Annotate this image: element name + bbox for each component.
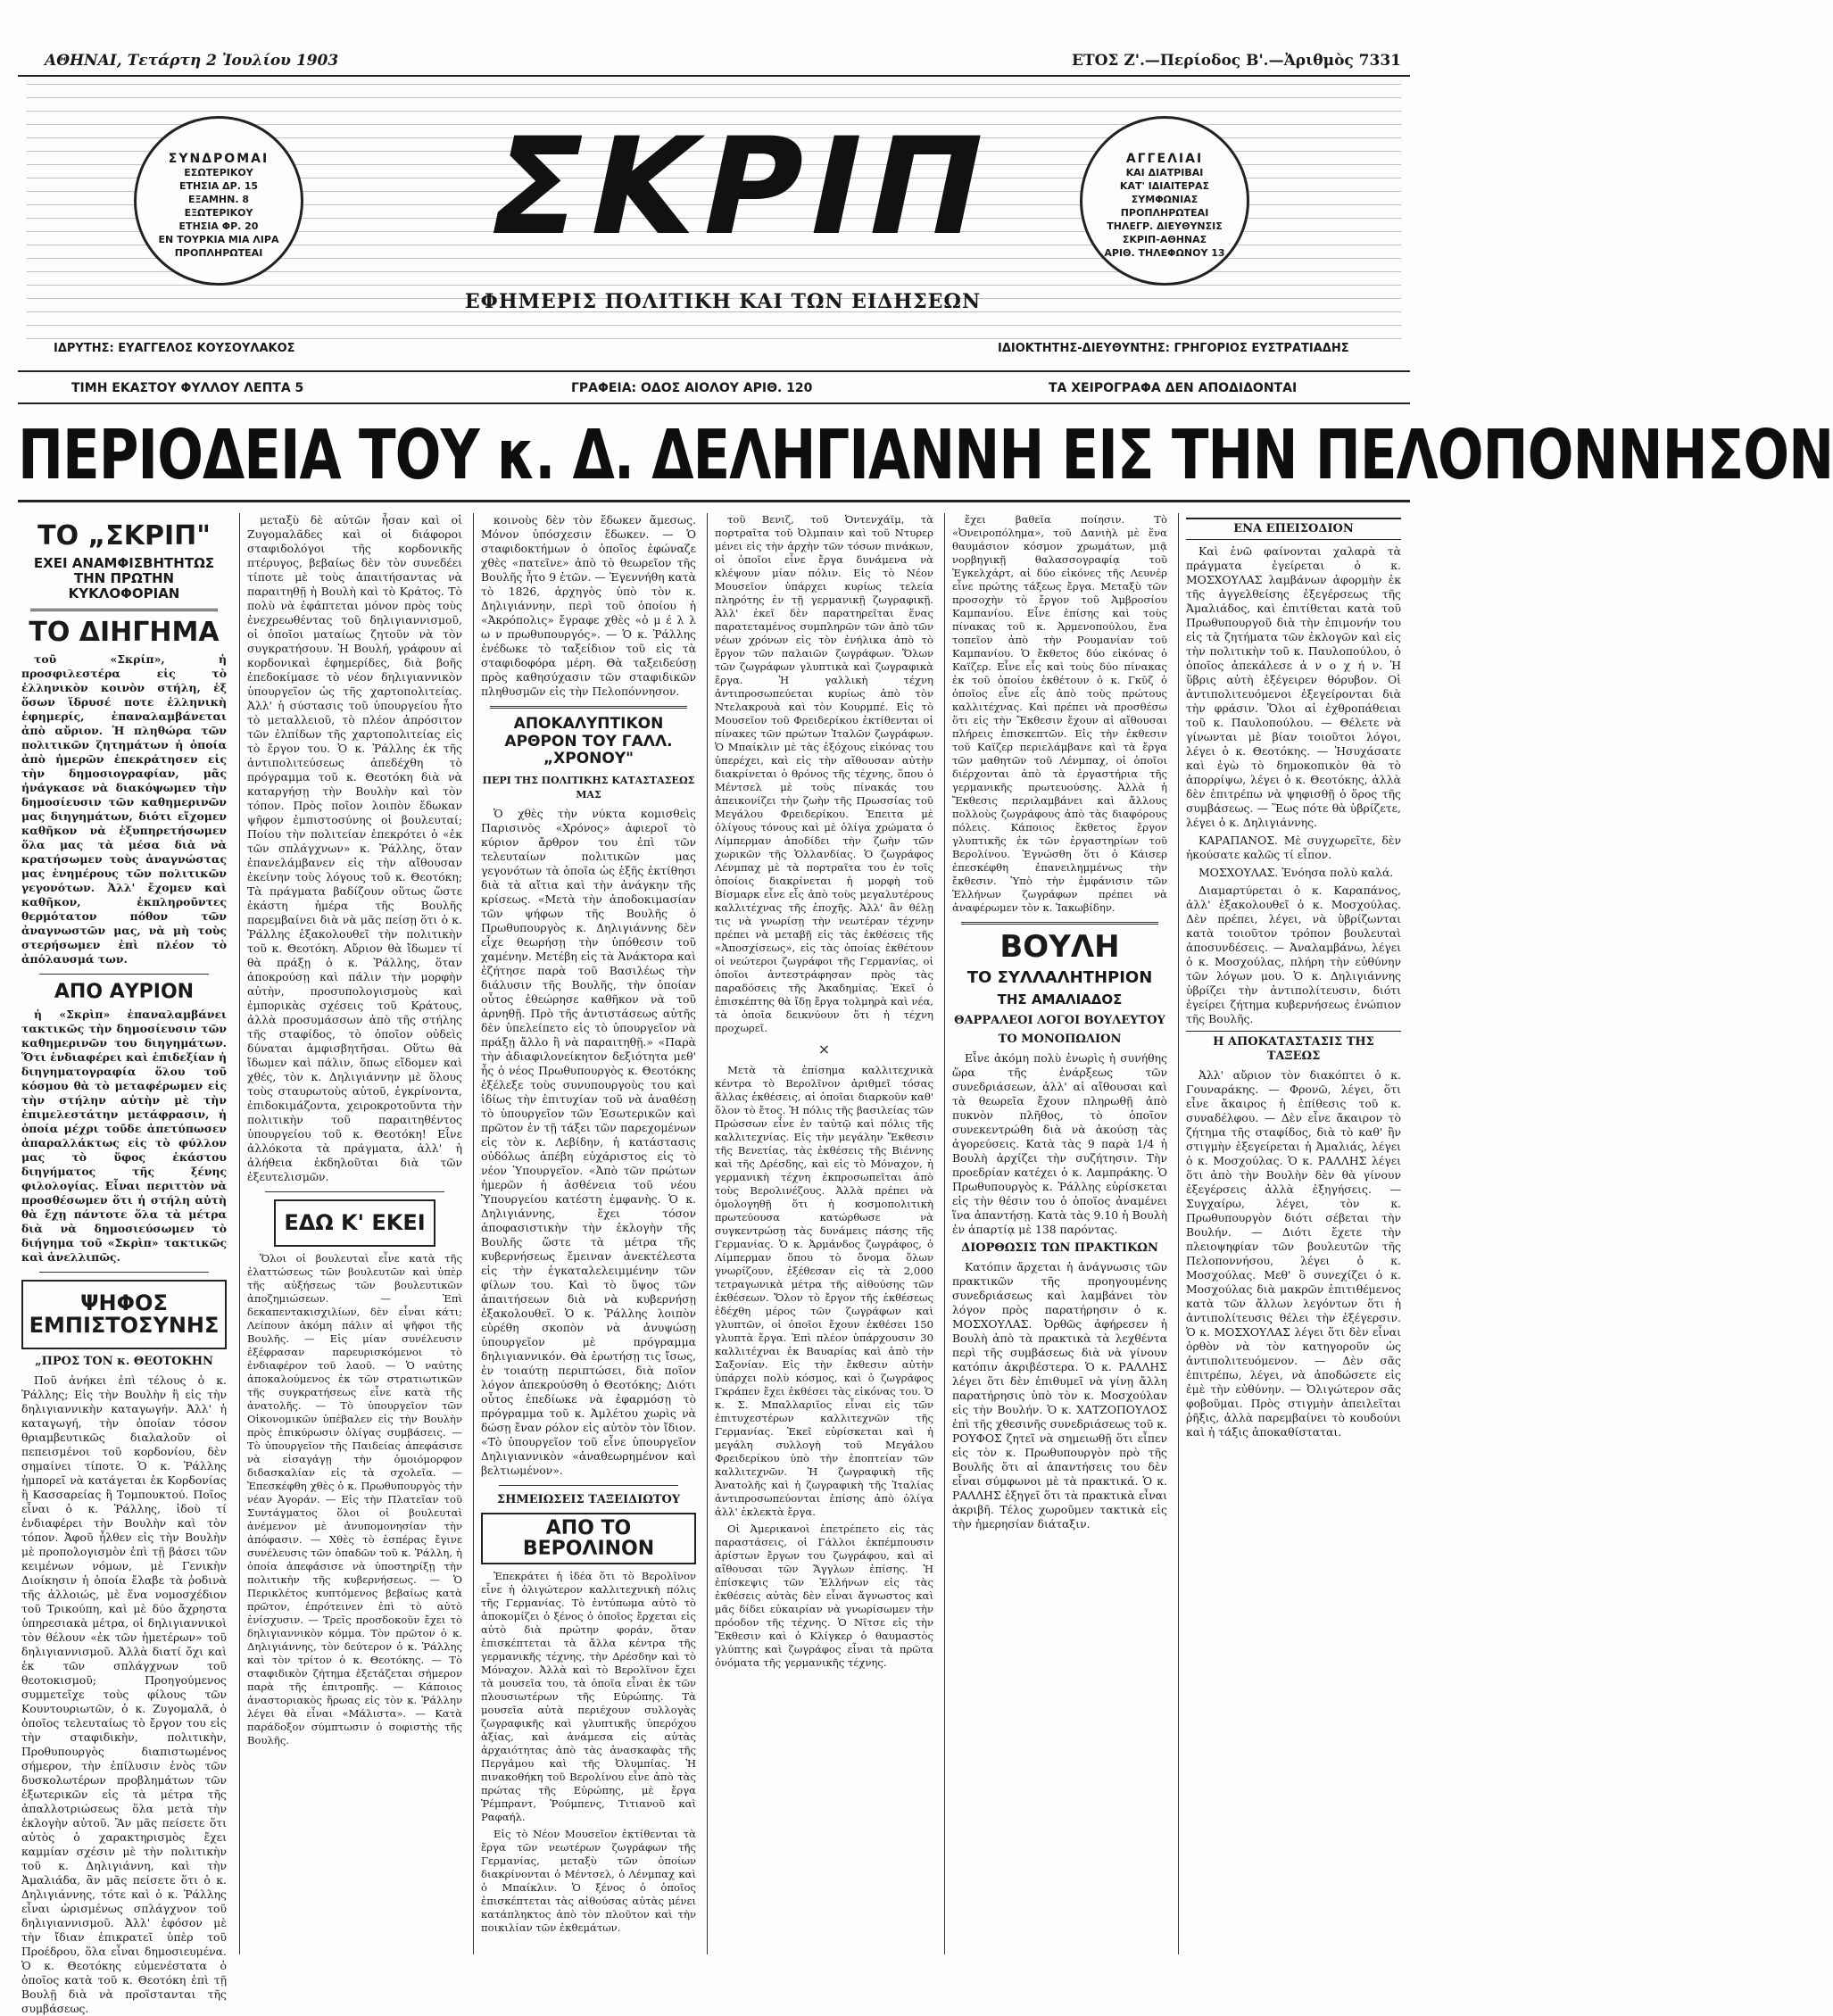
tomorrow-text: ἡ «Σκρὶπ» ἐπαναλαμβάνει τακτικῶς τὴν δημοσίευσιν τῶν καθημερινῶν του διηγημάτων. Ὅτι ἐνδιαφέρει καὶ ἐπιδεξίαν ἡ διηγηματογραφία ὅλου τοῦ κόσμου θὰ τὸ μεταφέρωμεν εἰς τὴν στήλην αὐτὴν μὲ τὴν ἐπιμελεστάτην μετάφρασιν, ἡ ὁποία μέχρι τοῦδε ἀπετύπωσεν ἀπαραλλάκτως εἰς τὸ φύλλον μας τὸ ὕφος ἑκάστου διηγήματος τῆς ξένης φιλολογίας. Εἶναι περιττὸν νὰ προσθέσωμεν ὅτι ἡ στήλη αὐτὴ θὰ ἔχῃ πάντοτε ὅλα τὰ μέτρα διὰ νὰ δημοσιεύσωμεν τὸ διήγημα τοῦ «Σκρὶπ» τακτικῶς καὶ ἀνελλιπῶς. <box>21 1007 227 1264</box>
main-headline: ΠΕΡΙΟΔΕΙΑ ΤΟΥ κ. Δ. ΔΕΛΗΓΙΑΝΝΗ ΕΙΣ ΤΗΝ ΠΕΛΟΠΟΝΝΗΣΟΝ <box>18 416 1833 495</box>
seal-line: ΚΑΤ' ΙΔΙΑΙΤΕΡΑΣ <box>1119 180 1210 192</box>
seal-line: ΕΣΩΤΕΡΙΚΟΥ <box>184 167 253 178</box>
tomorrow-title: ΑΠΟ ΑΥΡΙΟΝ <box>54 980 195 1003</box>
divider <box>499 1485 678 1486</box>
article-text: ἔχει βαθεῖα ποίησιν. Τὸ «Ὀνειροπόλημα», τοῦ Δανιὴλ μὲ ἕνα θαυμάσιον κόσμον χρωμάτων, μιᾷ νορβηγικῇ θαλασσογραφίᾳ τοῦ Ἐγκελχάρτ, αἱ δύο εἰκόνες τῆς Λευνέρ εἶνε πρώτης τάξεως ἔργα. Μεταξὺ τῶν προσοχὴν τὸ ἔργον τοῦ Ἀμβροσίου Καμπανίου. Εἶνε ἐπίσης καὶ τοὺς πίνακας τοῦ κ. Ἀρμενοπούλου, ἔνα τοπεῖον ἀπὸ τὴν Ρουμανίαν τοῦ Καμπανίου. Ὁ ἔκθετος δύο εἰκόνας ὁ Καϊζερ. Εἶνε εἷς καὶ τοὺς δύο πίνακας ἐκ τοῦ ὁποίου ἐκθέτουν ὁ κ. Γκῦζ ὁ ὁποῖος εἶνε εἷς ἀπὸ τοὺς πρώτους καλλιτέχνας. Καὶ πρέπει νὰ προσθέσω ὅτι εἰς τὴν Ἔκθεσιν ἔχουν αἱ αἴθουσαι πλήρεις ἐπισκεπτῶν. Εἰς τὴν ἐκθεσιν τοῦ Καϊζερ περιελάμβανε καὶ τὰ ἔργα τῶν μαθητῶν τοῦ Λένμπαχ, οἱ ὁποῖοι διέρχονται ἀπὸ τὰ ἐργαστήρια τῆς γερμανικῆς πρωτευούσης. Ἀλλὰ ἡ Ἔκθεσις περιλαμβάνει καὶ ἄλλους πολλοὺς ζωγράφους ἀπὸ τὰς διαφόρους πόλεις. Κάποιος ἔκθετος ἔργον γλυπτικῆς ἐκ τῶν ἐργαστηρίων τοῦ Βερολίνου. Ἐγνώσθη ὅτι ὁ Κάισερ ἐπεσκέφθη ἐπανειλημμένως τὴν ἔκθεσιν. Ὑπὸ τὴν ἐμφάνισιν τῶν Ἑλλήνων ζωγράφων πρέπει νὰ ἀναφέρωμεν τὸν κ. Ἰακωβίδην. <box>952 513 1167 914</box>
masthead-top-line <box>0 52 1428 73</box>
section-mark: × <box>817 1041 831 1058</box>
masthead-rule <box>18 75 1410 77</box>
seal-line: ΕΞΑΜΗΝ. 8 <box>188 194 249 205</box>
founder-credit: ΙΔΡΥΤΗΣ: ΕΥΑΓΓΕΛΟΣ ΚΟΥΣΟΥΛΑΚΟΣ <box>54 342 295 355</box>
episode-title: ΕΝΑ ΕΠΕΙΣΟΔΙΟΝ <box>1186 518 1401 540</box>
column-1 <box>21 513 234 2016</box>
story-text: τοῦ «Σκρίπ», ἡ προσφιλεστέρα εἰς τὸ ἑλληνικὸν κοινὸν στήλη, ἐξ ὅσων ἵδρυσέ ποτε ἑλληνικὴ ἐφημερίς, ἐπαναλαμβάνεται ἀπὸ αὔριον. Ἡ πληθώρα τῶν πολιτικῶν ζητημάτων ἡ ὁποία ἀπὸ ἡμερῶν ἐπεκράτησεν εἰς τὴν δημοσιογραφίαν, μᾶς ἠνάγκασε νὰ διακόψωμεν τὴν δημοσίευσιν τῶν καθημερινῶν μας διηγημάτων, διότι εἴχομεν καθῆκον νὰ ἐξυπηρετήσωμεν ὅλα μας τὰ μέσα διὰ νὰ κρατήσωμεν τοὺς ἀναγνώστας μας ἐνημέρους τῶν πολιτικῶν γεγονότων. Ἀλλ' ἔχομεν καὶ καθῆκον, ἐκπληροῦντες θερμότατον πόθον τῶν ἀναγνωστῶν μας, νὰ μὴ τοὺς στερήσωμεν ἐπὶ πλέον τὸ ἀπόλαυσμά των. <box>21 651 227 966</box>
boule-title: ΒΟΥΛΗ <box>999 929 1120 965</box>
karapanos-quote: ΚΑΡΑΠΑΝΟΣ. Μὲ συγχωρεῖτε, δὲν ἠκούσατε καλῶς τί εἶπον. <box>1186 834 1401 861</box>
reveal-subtitle: ΠΕΡΙ ΤΗΣ ΠΟΛΙΤΙΚΗΣ ΚΑΤΑΣΤΑΣΕΩΣ ΜΑΣ <box>482 774 695 801</box>
advertisements-seal <box>1080 116 1249 286</box>
article-text: Μετὰ τὰ ἐπίσημα καλλιτεχνικὰ κέντρα τὸ Βερολῖνον ἀριθμεῖ τόσας ἄλλας ἐκθέσεις, αἱ ὁποῖαι διαρκοῦν καθ' ὅλον τὸ ἔτος. Ἡ πόλις τῆς βασιλείας τῶν Πρώσσων εἶνε ἐν ταὐτῷ καὶ πόλις τῆς καλλιτεχνίας. Εἰς τὴν μεγάλην Ἔκθεσιν τῆς Βενετίας, τὰς ἐκθέσεις τῆς Βιέννης καὶ τῆς Δρέσδης, καὶ εἰς τὸ Μόναχον, ἡ γερμανικὴ τέχνη ἐκπροσωπεῖται ἀπὸ τοὺς Βερολινέζους. Ἀλλὰ πρέπει νὰ ὁμολογηθῇ ὅτι ἡ κοσμοπολιτικὴ πρωτεύουσα κατώρθωσε νὰ συγκεντρώσῃ τὰς δυνάμεις πάσης τῆς Γερμανίας. Ὁ κ. Ἀρμάνδος ζωγράφος, ὁ Λίμπερμαν ὅπου τὸ ὄνομα ὅλων γνωρίζουν, ἐξέθεσαν εἰς τὰ 2,000 τετραγωνικὰ μέτρα τῆς αἰθούσης τῶν ἐκθέσεων. Ὅλον τὸ ἔργον τῆς ἐκθέσεως ἐδέχθη μέρος τῶν ζωγράφων καὶ γλυπτῶν, οἱ ὁποῖοι ἔχουν ἐκθέσει 150 γλυπτὰ ἔργα. Ἐπὶ πλέον ὑπάρχουσιν 30 καλλιτέχναι ἐκ Βαυαρίας καὶ ἀπὸ τὴν Σαξονίαν. Εἰς τὴν ἔκθεσιν αὐτὴν ὑπάρχει πολὺ κόσμος, καὶ ὁ ζωγράφος Γκράπεν ἔχει ἐκθέσει τὰς εἰκόνας του. Ὁ κ. Σ. Μπαλλαριῖος εἶναι εἰς τῶν ἐπιτυχεστέρων καλλιτεχνῶν τῆς Γερμανίας. Ἐκεῖ εὑρίσκεται καὶ ἡ μεγάλη συλλογὴ τοῦ Μεγάλου Φρειδερίκου ὑπὸ τὴν ἐποπτείαν τῶν καλλιτεχνῶν. Ἡ ζωγραφικὴ τῆς Ἀνατολῆς καὶ ἡ ζωγραφικὴ τῆς Ἰταλίας ἀντιπροσωπεύονται ἐπίσης ἀπὸ ὀλίγα ἀλλ' ἐκλεκτὰ ἔργα. <box>715 1064 933 1518</box>
here-there-title: ΕΔΩ Κ' ΕΚΕΙ <box>284 1210 426 1235</box>
seal-line: ΣΥΜΦΩΝΙΑΣ <box>1131 194 1198 205</box>
seal-line: ΠΡΟΠΛΗΡΩΤΕΑΙ <box>1120 207 1209 219</box>
article-text: τοῦ Βενιζ, τοῦ Ὀντενχάϊμ, τὰ πορτραῖτα τοῦ Ὀλμπαιν καὶ τοῦ Ντυρερ μένει εἰς τὴν ἀρχὴν τῶν τόσων πινάκων, οἱ ὁποῖοι εἶνε ἔργα δυνάμενα νὰ κλέψουν μίαν πόλιν. Εἰς τὸ Νέον Μουσεῖον ὑπάρχει κυρίως τελεία πληρότης ἐν τῇ γερμανικῇ ζωγραφικῇ. Ἀλλ' ἐκεῖ δὲν παρατηρεῖται ἕνας παρατεταμένος συμπληρῶν τῶν ἀπὸ τῶν νέων χρόνων εἰς τὸν ἐνήλικα ἀπὸ τὸ ἔργον τῶν παλαιῶν ζωγράφων. Ὅλων τῶν ζωγράφων γλυπτικὰ καὶ ζωγραφικὰ ἔργα. Ἡ γαλλικὴ τέχνη ἀντιπροσωπεύεται κυρίως ἀπὸ τὸν Ντελακρουὰ καὶ τὸν Κουρμπέ. Εἰς τὸ Μουσεῖον τοῦ Φρειδερίκου ἐκτίθενται οἱ πίνακες τῶν πρώτων Ἰταλῶν ζωγράφων. Ὁ Μπαίκλιν μὲ τὰς ἐξόχους εἰκόνας του ὑπερέχει, καὶ εἰς τὴν αἴθουσαν αὐτὴν διακρίνεται ὁ θρόνος τῆς τέχνης, ὅπου ὁ Μέντσελ μὲ τοὺς πίνακάς του ἀπεικονίζει τὴν ζωὴν τῆς Πρωσσίας τοῦ Μεγάλου Φρειδερίκου. Ἐπειτα μὲ ὀλίγους τόνους καὶ μὲ ὀλίγα χρώματα ὁ Λίμπερμαν ἀποδίδει τὴν ζωὴν τῶν χωρικῶν τῆς Ὁλλανδίας. Ὁ ζωγράφος Λένμπαχ μὲ τὰ πορτραῖτα του ἐν τοῖς ὁποίοις διακρίνεται ἡ μορφὴ τοῦ Βίσμαρκ εἶνε εἷς ἀπὸ τοὺς μεγαλυτέρους καλλιτέχνας τῆς ἐποχῆς. Ἀλλ' ἂν θέλῃ τις νὰ γνωρίσῃ τὴν νεωτέραν τέχνην πρέπει νὰ μεταβῇ εἰς τὰς ἐκθέσεις τῆς «Ἀποσχίσεως», εἰς τὰς ὁποίας ἐκθέτουν οἱ νεώτεροι ζωγράφοι τῆς Γερμανίας, οἱ ὁποῖοι ἀντεστράφησαν πρὸς τὰς παραδόσεις τῆς Ἀκαδημίας. Ἐκεῖ ὁ ἐπισκέπτης θὰ ἴδῃ ἔργα τολμηρὰ καὶ νέα, τὰ ὁποῖα δεικνύουν ὅτι ἡ τέχνη προχωρεῖ. <box>715 513 933 1034</box>
episode-text: Διαμαρτύρεται ὁ κ. Καραπάνος, ἀλλ' ἐξακολουθεῖ ὁ κ. Μοσχούλας. Δὲν πρέπει, λέγει, νὰ ὑβρίζωνται κατὰ τοιοῦτον τρόπον βουλευταὶ ἀποσυνδέσεις. — Ἀναλαμβάνω, λέγει ὁ κ. Μοσχούλας, πλήρη τὴν εὐθύνην τῶν λόγων μου. Ὁ κ. Δηλιγιάννης ὑβρίζει τὴν ἀντιπολίτευσιν, διότι ἐγείρει ζήτημα κυβερνήσεως ἐνώπιον τῆς Βουλῆς. <box>1186 884 1401 1025</box>
divider <box>39 1272 209 1273</box>
promo-title: ΤΟ „ΣΚΡΙΠ" <box>37 520 211 552</box>
boule-text: Εἶνε ἀκόμη πολὺ ἐνωρὶς ἡ συνήθης ὥρα τῆς ἐνάρξεως τῶν συνεδριάσεων, ἀλλ' αἱ αἴθουσαι καὶ τὰ θεωρεῖα ἔχουν πληρωθῇ ἀπὸ πυκνὸν πλῆθος, τὸ ὁποῖον συνεκεντρώθη διὰ νὰ ἀκούσῃ τὰς ἀγορεύσεις. Κατὰ τὰς 9 παρὰ 1/4 ἡ Βουλὴ ἀρχίζει τὴν συζήτησιν. Τὴν προεδρίαν κατέχει ὁ κ. Λαμπράκης. Ὁ Πρωθυπουργὸς κ. Ῥάλλης εὑρίσκεται εἰς τὴν θέσιν του ὁ ὁποῖος ἀναμένει ἵνα ἀπαντήσῃ. Κατὰ τὰς 9.10 ἡ Βουλὴ ἐν ἀπαρτίᾳ μὲ 138 παρόντας. <box>952 1050 1167 1236</box>
seal-line: ΕΝ ΤΟΥΡΚΙΑ ΜΙΑ ΛΙΡΑ <box>158 234 279 245</box>
reveal-text: Ὁ χθὲς τὴν νύκτα κομισθεὶς Παρισινὸς «Χρόνος» ἀφιεροῖ τὸ κύριον ἄρθρον του ἐπὶ τῶν τελευταίων πολιτικῶν μας γεγονότων τὰ ὁποῖα ὡς ἑξῆς ἐκτίθησι διὰ τὰ αἴτια καὶ τὴν ἀνάγκην τῆς κρίσεως. «Μετὰ τὴν ἀποδοκιμασίαν τῶν ψήφων τῆς Βουλῆς ὁ Πρωθυπουργὸς κ. Δηλιγιάννης δὲν εἶχε θεωρήσῃ τὴν ὑπόθεσιν τοῦ χαμένην. Μετέβη εἰς τὰ Ἀνάκτορα καὶ ἐζήτησε παρὰ τοῦ Βασιλέως τὴν διάλυσιν τῆς Βουλῆς, τὴν ὁποίαν οὗτος ἐθεώρησε καθῆκον νὰ τοῦ ἀρνηθῇ. Πρὸ τῆς ἀντιστάσεως αὐτῆς δὲν ὑπελείπετο εἰς τὸ ὑπουργεῖον νὰ πράξῃ ἄλλο ἢ νὰ παραιτηθῇ.» «Παρὰ τὴν ἀδιαφιλονείκητον δεξιότητα μεθ' ἧς ὁ νέος Πρωθυπουργὸς κ. Θεοτόκης ἐξέλεξε τοὺς συνυπουργοὺς του καὶ ἰδίως τὴν ἐπιτυχίαν τοῦ νὰ ἀναθέσῃ τὸ ὑπουργεῖον τῶν Ἐσωτερικῶν καὶ πρῶτον ἐν τῇ τάξει τῶν παρεχομένων εἰς τὸν κ. Λεβίδην, ἡ κατάστασις οὐδόλως ἀπέβη εὐχάριστος εἰς τὸ νέον Ὑπουργεῖον. «Ἀπὸ τῶν πρώτων ἡμερῶν ἡ ἀσθένεια τοῦ νέου Ὑπουργείου κατέστη ἐμφανὴς. Ὁ κ. Δηλιγιάννης, ἔχει τόσον ἀποφασιστικὴν τὴν ἐκλογὴν τῆς Βουλῆς ὥστε τὰ μέτρα τῆς κυβερνήσεως ἔμειναν ἀνεκτέλεστα εἰς τὴν ἐγκαταλελειμμένην τῶν φίλων του. Καὶ τὸ ὕψος τῶν ἀπαιτήσεων διὰ νὰ κυβερνήσῃ ἐξακολουθεῖ. Ὁ κ. Ῥάλλης λοιπὸν εὑρέθη σκοπὸν νὰ ἀνυψώσῃ ὑπουργεῖον μὲ πρόγραμμα δηλιγιαννικόν. Θὰ ἐρωτήσῃ τις ἴσως, ἐν τοιαύτῃ περιπτώσει, διὰ ποῖον λόγον ἀπεκρούσθη ὁ Θεοτόκης; Διότι οὗτος ἐπεδίωκε νὰ ἐφαρμόσῃ τὸ πρόγραμμα τοῦ κ. Ἀμλέτου χωρὶς νὰ δώσῃ ἔναν ρόλον εἰς αὐτὸν τὸν ἴδιον. «Τὸ ὑπουργεῖον τοῦ εἶνε ὑπουργεῖον Δηλιγιαννικὸν «ἀναθεωρημένον καὶ βελτιωμένον». <box>481 806 696 1477</box>
promo-text: ΕΧΕΙ ΑΝΑΜΦΙΣΒΗΤΗΤΩΣ ΤΗΝ ΠΡΩΤΗΝ ΚΥΚΛΟΦΟΡΙΑΝ <box>33 554 215 601</box>
newspaper-logo: ΣΚΡΙΠ <box>474 110 1008 265</box>
divider <box>39 974 209 975</box>
divider <box>961 922 1158 925</box>
article-text: Οἱ Ἀμερικανοὶ ἐπετρέπετο εἰς τὰς παραστάσεις, οἱ Γάλλοι ἐκπέμπουσιν ἀρίστων ἔργων του ζωγράφου, καὶ αἱ αἴθουσαι τῶν Ἄγγλων ἐπίσης. Ἡ ἐπίσκεψις τῶν Ἑλλήνων εἰς τὰς ἐκθέσεις αὐτὰς δὲν εἶναι ἄγνωστος καὶ μᾶς δίδει εὐκαιρίαν νὰ γνωρίσωμεν τὴν πρόοδον τῆς τέχνης. Ὁ Νῖτσε εἰς τὴν Ἔκθεσιν καὶ ὁ Κλίγκερ ὁ θαυμαστὸς γλύπτης καὶ ζωγράφος εἶναι τὰ πρῶτα ὀνόματα τῆς γερμανικῆς τέχνης. <box>715 1522 933 1669</box>
seal-line: ΣΚΡΙΠ-ΑΘΗΝΑΣ <box>1122 234 1207 245</box>
minutes-title: ΔΙΟΡΘΩΣΙΣ ΤΩΝ ΠΡΑΚΤΙΚΩΝ <box>961 1240 1158 1255</box>
owner-credit: ΙΔΙΟΚΤΗΤΗΣ-ΔΙΕΥΘΥΝΤΗΣ: ΓΡΗΓΟΡΙΟΣ ΕΥΣΤΡΑΤΙΑΔΗΣ <box>998 342 1349 355</box>
seal-line: ΠΡΟΠΛΗΡΩΤΕΑΙ <box>174 247 263 259</box>
article-columns <box>21 513 1406 2016</box>
newspaper-subtitle: ΕΦΗΜΕΡΙΣ ΠΟΛΙΤΙΚΗ ΚΑΙ ΤΩΝ ΕΙΔΗΣΕΩΝ <box>464 290 982 313</box>
travel-notes-title: ΣΗΜΕΙΩΣΕΙΣ ΤΑΞΕΙΔΙΩΤΟΥ <box>496 1492 681 1506</box>
article-text: κοινοὺς δὲν τὸν ἔδωκεν ἄμεσως. Μόνον ὑπόσχεσιν ἔδωκεν. — Ὁ σταφιδοκτήμων ὁ ὁποῖος ἐφώναζε χθὲς «πατεῖνε» ἀπὸ τὸ θεωρεῖον τῆς Βουλῆς ἦτο 9 ἐτῶν. — Ἐγεννήθη κατὰ τὸ 1826, ἀρχηγὸς ὑπὸ τὸν κ. Δηλιγιάννην, περὶ τοῦ ὁποίου ἡ «Ἀκρόπολις» ἔγραφε χθὲς «ὁ μ έ λ λ ω ν πρωθυπουργός». — Ὁ κ. Ῥάλλης ἐνέδωκε τὸ ταξείδιον τοῦ εἰς τὰ σταφιδοφόρα μέρη. Θὰ ταξειδεύσῃ πρὸς καθησύχασιν τῶν σταφιδικῶν πληθυσμῶν εἰς τὴν Πελοπόννησον. <box>481 513 696 698</box>
story-title: ΤΟ ΔΙΗΓΗΜΑ <box>29 617 220 649</box>
seal-line: ΕΤΗΣΙΑ ΔΡ. 15 <box>178 180 259 192</box>
issue-date: ΑΘΗΝΑΙ, Τετάρτη 2 Ἰουλίου 1903 <box>45 52 339 70</box>
vote-subtitle: „ΠΡΟΣ ΤΟΝ κ. ΘΕΟΤΟΚΗΝ <box>35 1355 213 1369</box>
divider <box>30 609 218 611</box>
advertisements-seal-title: ΑΓΓΕΛΙΑΙ <box>1125 152 1204 166</box>
seal-line: ΑΡΙΘ. ΤΗΛΕΦΩΝΟΥ 13 <box>1104 247 1225 259</box>
masthead-info-row <box>18 370 1410 404</box>
mosxoulas-quote: ΜΟΣΧΟΥΛΑΣ. Ἐνόησα πολὺ καλά. <box>1198 866 1394 879</box>
issue-number: ΕΤΟΣ Ζ'.—Περίοδος Β'.—Ἀριθμὸς 7331 <box>1071 52 1401 70</box>
price: ΤΙΜΗ ΕΚΑΣΤΟΥ ΦΥΛΛΟΥ ΛΕΠΤΑ 5 <box>71 381 304 395</box>
berlin-title: ΑΠΟ ΤΟ ΒΕΡΟΛΙΝΟΝ <box>481 1513 696 1564</box>
vote-title: ΨΗΦΟΣ ΕΜΠΙΣΤΟΣΥΝΗΣ <box>29 1290 220 1339</box>
column-4 <box>707 513 941 1954</box>
subscriptions-seal <box>134 116 303 286</box>
column-6 <box>1178 513 1406 1954</box>
headline-rule <box>18 500 1410 502</box>
vote-text: Ποῦ ἀνήκει ἐπὶ τέλους ὁ κ. Ῥάλλης; Εἰς τὴν Βουλὴν ἢ εἰς τὴν δηλιγιαννικὴν καταγωγήν. Ἀλλ' ἡ καταγωγή, τὴν ὁποίαν τόσον θριαμβευτικῶς διαλαλοῦν οἱ πεπεισμένοι τοῦ κορδονίου, δὲν σημαίνει τίποτε. Ὁ κ. Ῥάλλης ἡμπορεῖ νὰ κατάγεται ἐκ Κορδονίας ἢ Κασσαρείας ἢ Τομπουκτού. Ποῖος εἶναι ὁ κ. Ῥάλλης, ἰδοὺ τί ἐνδιαφέρει τὴν Βουλὴν καὶ τὸν τόπον. Ἀφοῦ ἦλθεν εἰς τὴν Βουλὴν μὲ προπολογισμὸν ἐπὶ τῇ βάσει τῶν κειμένων νόμων, μὲ Γενικὴν Διοίκησιν ἡ ὁποία ἔλαβε τὰ ῥοδινὰ τῆς ἀλλοιώς, μὲ ἕνα νομοσχέδιον τοῦ Τρικούπη, καὶ μὲ δύο ἄχρηστα ὑπηρεσιακὰ μέτρα, οἱ δηλιγιαννικοὶ τὸν θέλουν «ἐκ τῶν ἡμετέρων» τοῦ δηλιγιαννισμοῦ. Ἀλλὰ διατί ὄχι καὶ ἐκ τῶν σπλάγχνων τοῦ θεοτοκισμοῦ; Προηγούμενος συμμετεῖχε τοὺς φίλους τῶν Κουντουριωτῶν, ὁ κ. Ζυγομαλᾶ, ὁ ὁποῖος τελευταίως τὸ ἔργον του εἰς τὴν σταφιδικὴν, πολιτικὴν, Προθυπουργὸς διαπιστωμένος σήμερον, τὴν ἐπίλυσιν ἑνὸς τῶν δυσκολωτέρων προβλημάτων τῶν ἐξωτερικῶν εἰς τὰ μέτρα τῆς ἀπαλλοτριώσεως ὅλα μετὰ τὴν ἐκλογὴν αὐτοῦ. Ἂν μᾶς πείσετε ὅτι αὐτὸς ὁ χαρακτηρισμὸς ἔχει καμμίαν σχέσιν μὲ τὴν πολιτικὴν τοῦ κ. Δηλιγιάννη, καὶ τὴν Ἀμαλιάδα, ἂν μᾶς πείσετε ὅτι ὁ κ. Δηλιγιάννης, τότε καὶ ὁ κ. Ῥάλλης εἶναι ὡρισμένως σπλάγχνον τοῦ δηλιγιαννισμοῦ. Ἀλλ' ἐφόσον μὲ τὴν ἴδιαν ἐπικρατεῖ ὑπὲρ τοῦ Προέδρου, ὅλα εἶναι δημοσιευμένα. Ὁ κ. Θεοτόκης εὐμενέστατα ὁ ὁποῖος κατὰ τοῦ κ. Θεοτόκη ἐπὶ τῇ Βουλῇ διὰ νὰ προϊστανται τῆς συμβάσεως. <box>21 1373 227 2016</box>
berlin-text: Εἰς τὸ Νέον Μουσεῖον ἐκτίθενται τὰ ἔργα τῶν νεωτέρων ζωγράφων τῆς Γερμανίας, μεταξὺ τῶν ὁποίων διακρίνονται ὁ Μέντσελ, ὁ Λένμπαχ καὶ ὁ Μπαίκλιν. Ὁ ξένος ὁ ὁποῖος ἐπισκέπτεται τὰς αἰθούσας αὐτὰς μένει κατάπληκτος ἀπὸ τὸν πλοῦτον καὶ τὴν ποικιλίαν τῶν ἐκθεμάτων. <box>481 1827 696 1934</box>
boule-subtitle: ΘΑΡΡΑΛΕΟΙ ΛΟΓΟΙ ΒΟΥΛΕΥΤΟΥ <box>954 1013 1165 1027</box>
episode-text: Καὶ ἐνῶ φαίνονται χαλαρὰ τὰ πράγματα ἐγείρεται ὁ κ. ΜΟΣΧΟΥΛΑΣ λαμβάνων ἀφορμὴν ἐκ τῆς ἀγγελθείσης ἐξεγέρσεως τῆς Ἀμαλιάδος, καὶ ἐπιτίθεται κατὰ τοῦ Πρωθυπουργοῦ διὰ τὴν ἐπιμονήν του εἰς τὰ ζητήματα τῶν ἐκλογῶν καὶ εἰς τὴν πολιτικὴν τοῦ κ. Παυλοπούλου, ὁ ὁποῖος ἀπεκάλεσε ἀ ν ο χ ή ν. Ἡ ὕβρις αὐτὴ ἐξέγειρεν θόρυβον. Οἱ ἀντιπολιτευόμενοι ἐξεγείρονται διὰ τὴν φράσιν. Ὅλοι αἱ ἐχθροπάθειαι τοῦ κ. Παυλοπούλου. — Θέλετε νὰ γίνωνται μὲ βίαν τοιοῦτοι λόγοι, λέγει ὁ κ. Θεοτόκης. — Ἠσυχάσατε καὶ ἐγὼ τὸ δημοκοπικὸν θὰ τὸ ἀπορρίψω, λέγει ὁ κ. Θεοτόκης, ἀλλὰ δὲν ἐπιτρέπω νὰ ψηφισθῇ ὁ ὅρος τῆς συμβάσεως. — Ἕως πότε θὰ ὑβρίζετε, λέγει ὁ κ. Δηλιγιάννης. <box>1186 544 1401 829</box>
minutes-text: Κατόπιν ἄρχεται ἡ ἀνάγνωσις τῶν πρακτικῶν τῆς προηγουμένης συνεδριάσεως καὶ λαμβάνει τὸν λόγον πρὸς παρατήρησιν ὁ κ. ΜΟΣΧΟΥΛΑΣ. Ὀρθῶς ἀφήρεσεν ἡ Βουλὴ ἀπὸ τὰ πρακτικὰ τὰ λεχθέντα περὶ τῆς συμβάσεως διὰ νὰ γίνουν κατόπιν ἀκριβέστερα. Ὁ κ. ΡΑΛΛΗΣ λέγει ὅτι δὲν ἐπιθυμεῖ νὰ γίνῃ ἄλλη παρατήρησις ὑπὸ τὸν κ. Μοσχούλαν εἰς τὴν Βουλήν. Ὁ κ. ΧΑΤΖΟΠΟΥΛΟΣ ἐπὶ τῆς χθεσινῆς συνεδριάσεως τοῦ κ. ΡΟΥΦΟΣ ζητεῖ νὰ σημειωθῇ ὅτι εἶπεν εἰς τὸν κ. Πρωθυπουργὸν πρὸ τῆς Βουλῆς ὅτι αἱ ἀπαντήσεις του δὲν εἶναι σύμφωνοι μὲ τὰ πρακτικά. Ὁ κ. ΡΑΛΛΗΣ ἐξηγεῖ ὅτι τὰ πρακτικὰ εἶναι ἀκριβῆ. Τέλος χωροῦμεν τακτικὰ εἰς τὴν ἡμερησίαν διάταξιν. <box>952 1259 1167 1531</box>
manuscripts-note: ΤΑ ΧΕΙΡΟΓΡΑΦΑ ΔΕΝ ΑΠΟΔΙΔΟΝΤΑΙ <box>1049 381 1298 395</box>
boule-subtitle: ΤΟ ΣΥΛΛΑΛΗΤΗΡΙΟΝ <box>966 967 1153 987</box>
seal-line: ΕΤΗΣΙΑ ΦΡ. 20 <box>178 220 259 232</box>
seal-line: ΕΞΩΤΕΡΙΚΟΥ <box>184 207 253 219</box>
column-3 <box>473 513 703 1954</box>
boule-subtitle: ΤΟ ΜΟΝΟΠΩΛΙΟΝ <box>998 1032 1122 1046</box>
reveal-title: ΑΠΟΚΑΛΥΠΤΙΚΟΝ ΑΡΘΡΟΝ ΤΟΥ ΓΑΛΛ. „ΧΡΟΝΟΥ" <box>504 715 673 768</box>
divider <box>490 706 687 709</box>
boule-subtitle: ΤΗΣ ΑΜΑΛΙΑΔΟΣ <box>997 991 1123 1008</box>
here-there-box <box>274 1199 435 1247</box>
divider <box>265 1191 444 1192</box>
vote-box <box>21 1280 227 1349</box>
restore-title: Η ΑΠΟΚΑΤΑΣΤΑΣΙΣ ΤΗΣ ΤΑΞΕΩΣ <box>1186 1031 1401 1064</box>
article-text: μεταξὺ δὲ αὐτῶν ἦσαν καὶ οἱ Ζυγομαλᾶδες καὶ οἱ διάφοροι σταφιδολόγοι τῆς κορδονικῆς πτέρυγος, βεβαίως δὲν τὸν συνεδέει τίποτε μὲ τοὺς ἀπαιτήσαντας νὰ παραιτηθῇ ἡ Βουλὴ καὶ τὸ Κράτος. Τὸ πολὺ νὰ ἐφάπτεται μόνον πρὸς τοὺς ἐνεχρεωθέντας τοῦ δηλιγιαννισμοῦ, οἱ ὁποῖοι ματαίως ζητοῦν νὰ τὸν συγκρατήσουν. Ἡ Βουλή, γράφουν αἱ κορδονικαὶ ἐφημερίδες, διὰ βοῆς ἐπεδοκίμασε τὸ νέον δηλιγιαννικὸν ὑπουργεῖον ὡς τῆς χαρτοπολιτείας. Ἀλλ' ἡ σύστασις τοῦ ὑπουργείου ἦτο τὸ μεταλλειοῦ, τὸ πλέον ἀπρόσιτον τῶν ἐλπίδων τῆς χαρτοπολιτείας εἰς τὸ ἔργον του. Ὁ κ. Ῥάλλης ἐκ τῆς ἀντιπολιτεύσεως ἀπεδέχθη τὸ πρόγραμμα τοῦ κ. Θεοτόκη διὰ νὰ καταργήσῃ τὴν Βουλὴν καὶ τὸν τόπον. Πρὸς ποῖον λοιπὸν ἔδωκαν ψῆφον ἐμπιστοσύνης οἱ βουλευταί; Ποίου τὴν πολιτείαν ἐπεκρότει ὁ «ἐκ τῶν σπλάγχνων» κ. Ῥάλλης, ὅταν ἐπανελάμβανεν εἰς τὴν αἴθουσαν ἐκείνην τοὺς λόγους τοῦ κ. Θεοτόκη; Τὰ πράγματα βαδίζουν οὕτως ὥστε ἑκάστη ἡμέρα τῆς Βουλῆς παρεμβαίνει διὰ νὰ μᾶς πείσῃ ὅτι ὁ κ. Ῥάλλης ἐξακολουθεῖ τὴν πολιτικὴν τοῦ κ. Θεοτόκη. Αὔριον θὰ ἴδωμεν τί θὰ πράξῃ ὁ κ. Ῥάλλης, ὅταν ἀποκρούσῃ καὶ πάλιν τὴν μορφὴν αὐτὴν, προσυπολογισμοὺς καὶ ἐμπορικὰς σχέσεις τοῦ Κράτους, ἀλλὰ προσυμάσσων ἀπὸ τῆς στήλης τῆς σταφίδος, τὸ ὁποῖον οὐδεὶς δύναται ἀμφισβητῆσαι. Οὕτω θὰ ἴδωμεν καὶ πάλιν, ὅπως εἴδομεν καὶ χθές, τὸν κ. Δηλιγιάννην μὲ ὅλους τοὺς σταυρωτοὺς αὐτοῦ, ἐγκρίνοντα, ἐπιδοκιμάζοντα, χειροκροτοῦντα τὴν πολιτικὴν τοῦ παραιτηθέντος ὑπουργείου τοῦ κ. Θεοτόκη! Εἶνε ἀλλόκοτα τὰ πράγματα, ἀλλ' ἡ ἀλήθεια ἐκδηλοῦται διὰ τῶν ἐξευτελισμῶν. <box>247 513 462 1183</box>
berlin-text: Ἐπεκράτει ἡ ἰδέα ὅτι τὸ Βερολῖνον εἶνε ἡ ὀλιγώτερον καλλιτεχνικὴ πόλις τῆς Γερμανίας. Τὸ ἐντύπωμα αὐτὸ τὸ ἀποκομίζει ὁ ξένος ὁ ὁποῖος ἔρχεται εἰς αὐτὸ διὰ πρώτην φοράν, ὅταν ἐπισκέπτεται τὰ ἄλλα κέντρα τῆς γερμανικῆς τέχνης, τὴν Δρέσδην καὶ τὸ Μόναχον. Ἀλλὰ καὶ τὸ Βερολῖνον ἔχει τὰ μουσεῖα του, τὰ ὁποῖα εἶναι ἐκ τῶν πλουσιωτέρων τῆς Εὐρώπης. Τὰ μουσεῖα αὐτὰ περιέχουν συλλογὰς ζωγραφικῆς καὶ γλυπτικῆς ὑπερόχου ἀξίας, καὶ ἀνάμεσα εἰς αὐτὰς ἀρχαιότητας ἀπὸ τὰς ἀνασκαφὰς τῆς Περγάμου καὶ τῆς Ὀλυμπίας. Ἡ πινακοθήκη τοῦ Βερολίνου εἶνε ἀπὸ τὰς πρώτας τῆς Εὐρώπης, μὲ ἔργα Ῥέμπραντ, Ῥούμπενς, Τιτιανοῦ καὶ Ραφαήλ. <box>481 1569 696 1823</box>
column-5 <box>944 513 1174 1954</box>
offices-address: ΓΡΑΦΕΙΑ: ΟΔΟΣ ΑΙΟΛΟΥ ΑΡΙΘ. 120 <box>571 381 813 395</box>
restore-text: Ἀλλ' αὔριον τὸν διακόπτει ὁ κ. Γουναράκης. — Φρονῶ, λέγει, ὅτι εἶνε ἄκαιρος ἡ ἐπίθεσις τοῦ κ. συναδέλφου. — Δὲν εἶνε ἄκαιρον τὸ ζήτημα τῆς σταφίδος, διὰ τὸ καθ' ἣν στιγμὴν ἐξεγείρεται ἡ Ἀμαλιάς, λέγει ὁ κ. Μοσχούλας. Ὁ κ. ΡΑΛΛΗΣ λέγει ὅτι ἀπὸ τὴν Βουλὴν δὲν θὰ γίνουν ἐξεγέρσεις ἀλλὰ ἐξηγήσεις. — Συγχαίρω, λέγει, τὸν κ. Πρωθυπουργὸν διότι σέβεται τὴν Βουλήν. — Διότι ἔχετε τὴν πλειοψηφίαν τῶν βουλευτῶν τῆς Πελοποννήσου, λέγει ὁ κ. Μοσχούλας. Μεθ' ὃ συνεχίζει ὁ κ. Μοσχούλας διὰ μακρῶν ἐπιτιθέμενος κατὰ τῶν ἄλλων λεγόντων ὅτι ἡ ἀντιπολίτευσις θέλει τὴν ἐξέγερσιν. Ὁ κ. ΜΟΣΧΟΥΛΑΣ λέγει ὅτι δὲν εἶναι ὀρθὸν νὰ τὸν κατηγοροῦν ὡς ἀντιπολιτευόμενον. — Δὲν σᾶς ἐπιτρέπω, λέγει, νὰ ἀποδώσετε εἰς ἐμὲ τὴν εὐθύνην. — Ὀλιγώτερον σᾶς φοβοῦμαι. Πρὸς στιγμὴν ἀπειλεῖται ῥῆξις, ἀλλὰ παρεμβαίνει τὸ κουδούνι καὶ ἡ τάξις ἀποκαθίσταται. <box>1186 1068 1401 1439</box>
subscriptions-seal-title: ΣΥΝΔΡΟΜΑΙ <box>168 152 270 166</box>
seal-line: ΤΗΛΕΓΡ. ΔΙΕΥΘΥΝΣΙΣ <box>1107 220 1223 232</box>
here-there-text: Ὅλοι οἱ βουλευταὶ εἶνε κατὰ τῆς ἐλαττώσεως τῶν βουλευτῶν καὶ ὑπὲρ τῆς αὐξήσεως τῶν βουλευτικῶν ἀποζημιώσεων. — Ἐπὶ δεκαπεντακισχιλίων, δὲν εἶναι κάτι; Λείπουν ἀκόμη πάλιν αἱ ψῆφοι τῆς Βουλῆς. — Εἰς μίαν συνέλευσιν ἐξέφρασαν παρευρισκόμενοι τὸ ἐνδιαφέρον τοῦ λαοῦ. — Ὁ ναύτης ἀποκαλούμενος ἐκ τῶν στρατιωτικῶν τῆς συγκρατήσεως εἶνε κατὰ τῆς ἀνατολῆς. — Τὸ ὑπουργεῖον τῶν Οἰκονομικῶν ὑπέβαλεν εἰς τὴν Βουλὴν πρὸς ἐπικύρωσιν ὀλίγας συμβάσεις. — Τὸ ὑπουργεῖον τῆς Παιδείας ἀπεφάσισε νὰ εἰσαγάγῃ τὴν ὁμοιόμορφον διδασκαλίαν εἰς τὰ σχολεῖα. — Ἐπεσκέφθη χθὲς ὁ κ. Πρωθυπουργὸς τὴν νέαν Ἀγοράν. — Εἰς τὴν Πλατεῖαν τοῦ Συντάγματος ὅλοι οἱ βουλευταὶ ἀνέμενον μὲ ἀνυπομονησίαν τὴν ἀπόφασιν. — Χθὲς τὸ ἑσπέρας ἔγινε συνέλευσις τῶν ὀπαδῶν τοῦ κ. Ῥάλλη, ἡ ὁποία ἀπεφάσισε νὰ ὑποστηρίξῃ τὴν πολιτικὴν τῆς κυβερνήσεως. — Ὁ Περικλέτος κυπτόμενος βεβαίως κατὰ πρῶτον, ἐπρότεινεν ἐπὶ τὸ αὐτὸ ἐνίσχυσιν. — Τρεῖς προσδοκοῦν ἔχει τὸ δηλιγιαννικὸν κόμμα. Τὸν πρῶτον ὁ κ. Δηλιγιάννης, τὸν δεύτερον ὁ κ. Ῥάλλης καὶ τὸν τρίτον ὁ κ. Θεοτόκης. — Τὸ σταφιδικὸν ζήτημα ἐξετάζεται σήμερον παρὰ τῆς ἐπιτροπῆς. — Κάποιος ἀναστοριακὸς ἥρωας εἰς τὸν κ. Ῥάλλην λέγει θὰ εἶναι «Μάλιστα». — Κατὰ παράδοξον σύμπτωσιν ὁ σοφιστὴς τῆς Βουλῆς. <box>247 1252 462 1747</box>
seal-line: ΚΑΙ ΔΙΑΤΡΙΒΑΙ <box>1125 167 1204 178</box>
column-2 <box>239 513 469 1954</box>
